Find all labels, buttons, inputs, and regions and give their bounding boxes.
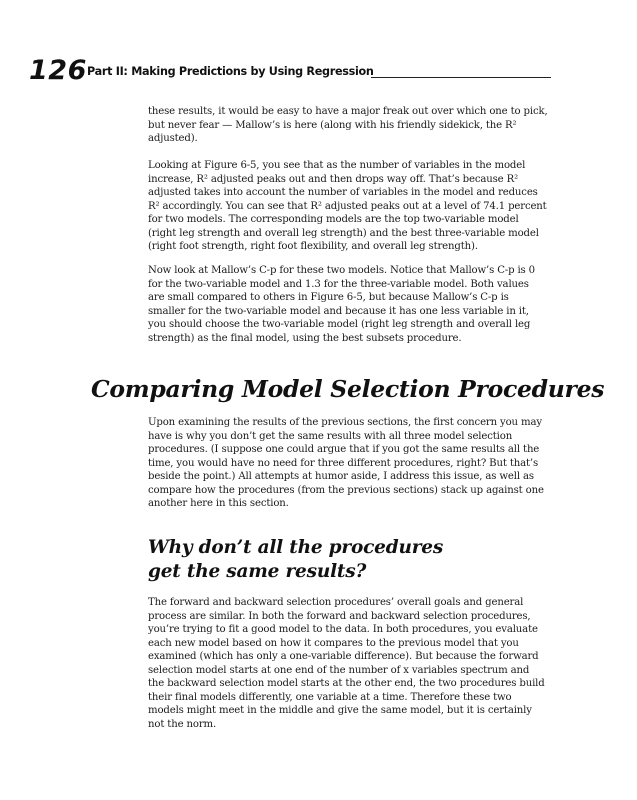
page-header bbox=[29, 56, 551, 86]
paragraph-figure-6-5: Looking at Figure 6-5, you see that as the number of variables in the model increase, R² adjusted peaks out and then drops way off. That’s because R² adjusted takes into account the number of variables in the model and reduces R² accordingly. You can see that R² adjusted peaks out at a level of 74.1 percent for two models. The corresponding models are the top two-variable model (right leg strength and overall leg strength) and the best three-variable model (right foot strength, right foot flexibility, and overall leg strength). bbox=[148, 160, 547, 252]
paragraph-comparing: Upon examining the results of the previous sections, the first concern you may have is why you don’t get the same results with all three model selection procedures. (I suppose one could argue that if you got the same results all the time, you would have no need for three different procedures, right? But that’s beside the point.) All attempts at humor aside, I address this issue, as well as compare how the procedures (from the previous sections) stack up against one another here in this section. bbox=[148, 417, 544, 509]
paragraph-intro: these results, it would be easy to have a major freak out over which one to pick, but never fear — Mallow’s is here (along with his friendly sidekick, the R² adjusted). bbox=[148, 106, 548, 144]
paragraph-mallows-cp: Now look at Mallow’s C-p for these two models. Notice that Mallow’s C-p is 0 for the two-variable model and 1.3 for the three-variable model. Both values are small compared to others in Figure 6-5, but because Mallow’s C-p is smaller for the two-variable model and because it has one less variable in it, you should choose the two-variable model (right leg strength and overall leg strength) as the final model, using the best subsets procedure. bbox=[148, 265, 535, 344]
header-rule bbox=[371, 77, 551, 78]
page-number: 126 bbox=[29, 55, 87, 86]
section-heading: Comparing Model Selection Procedures bbox=[91, 375, 605, 403]
running-head: Part II: Making Predictions by Using Regression bbox=[87, 65, 374, 78]
subsection-heading-line-1: Why don’t all the procedures bbox=[148, 537, 444, 558]
subsection-heading bbox=[148, 536, 443, 584]
paragraph-forward-backward: The forward and backward selection procedures’ overall goals and general process are similar. In both the forward and backward selection procedures, you’re trying to fit a good model to the data. In both procedures, you evaluate each new model based on how it compares to the previous model that you examined (which has only a one-variable difference). But because the forward selection model starts at one end of the number of x variables spectrum and the backward selection model starts at the other end, the two procedures build their final models differently, one variable at a time. Therefore these two models might meet in the middle and give the same model, but it is certainly not the norm. bbox=[148, 597, 545, 730]
subsection-heading-line-2: get the same results? bbox=[148, 561, 367, 582]
